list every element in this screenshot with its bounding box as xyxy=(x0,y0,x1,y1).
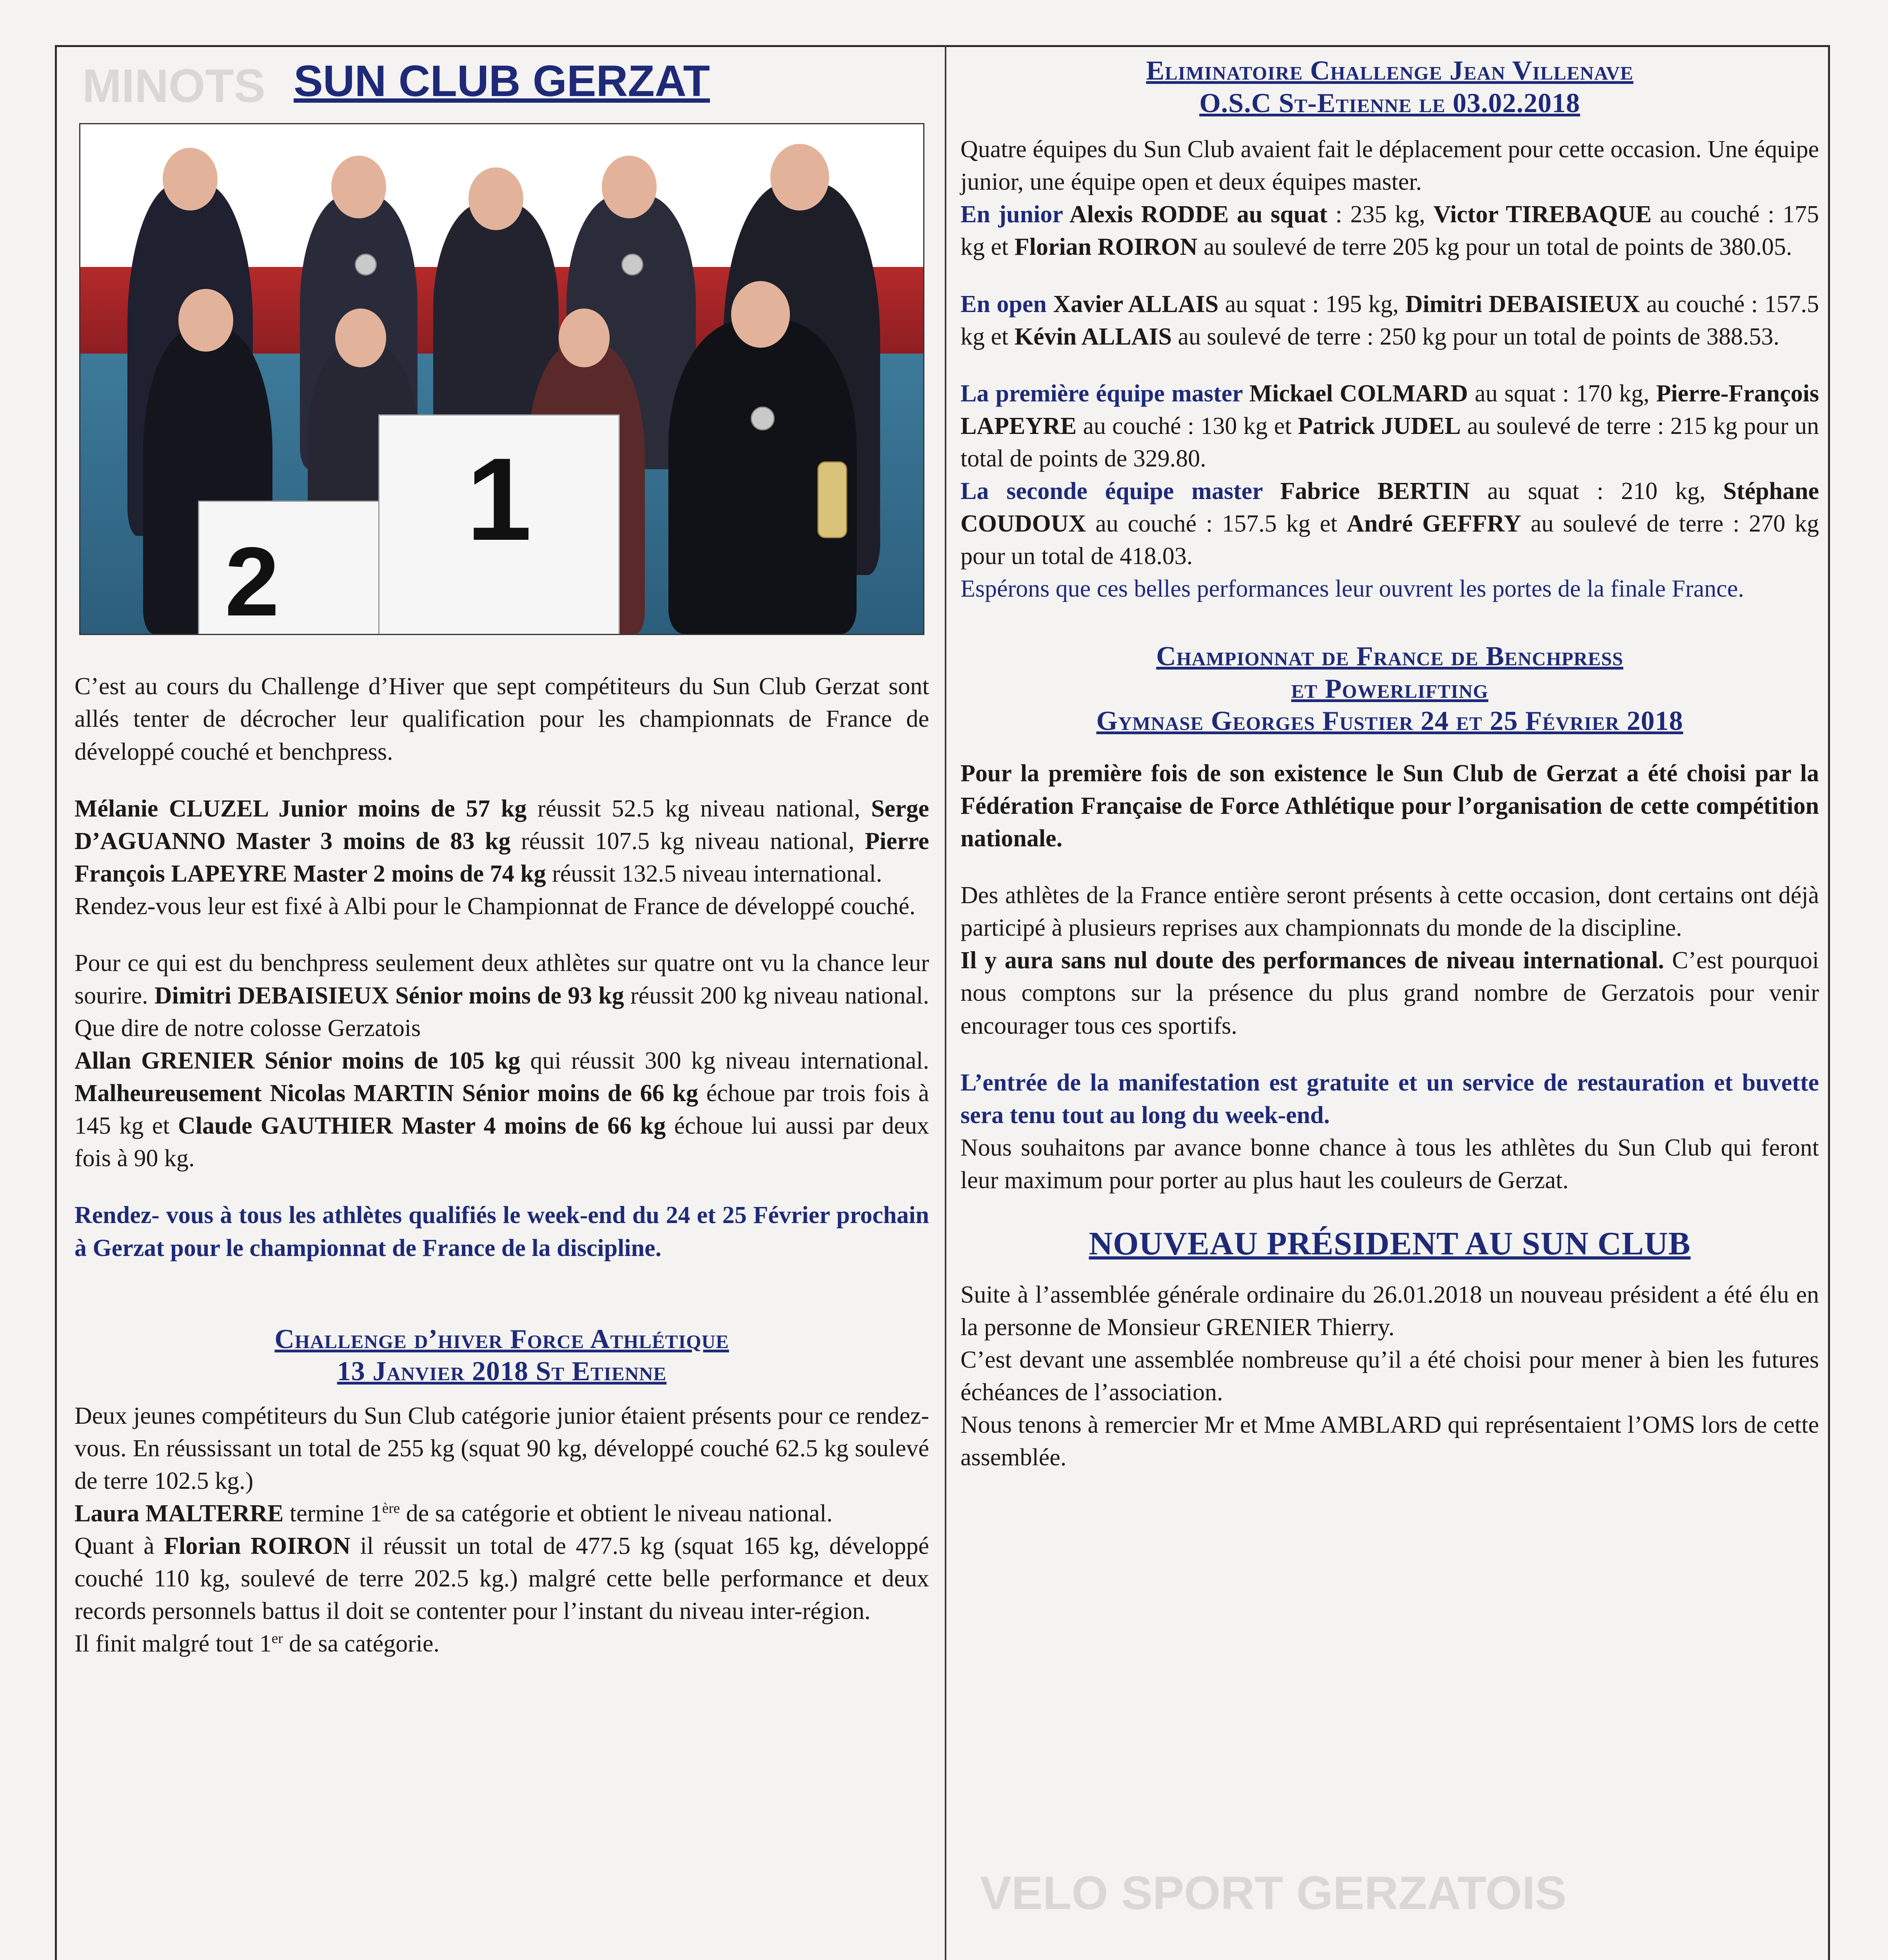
rendezvous-paragraph: Rendez- vous à tous les athlètes qualifiés le week-end du 24 et 25 Février prochain à Gerzat pour le championnat de France de la discipline. xyxy=(74,1202,929,1261)
section-subtitle-championnat: Gymnase Georges Fustier 24 et 25 Février 2018 xyxy=(1096,706,1683,737)
open-team-paragraph: En open Xavier ALLAIS au squat : 195 kg, Dimitri DEBAISIEUX au couché : 157.5 kg et Kévin ALLAIS au soulevé de terre : 250 kg pour un total de points de 388.53. xyxy=(960,290,1819,350)
entry-free-paragraph: L’entrée de la manifestation est gratuite et un service de restauration et buvette sera tenu tout au long du week-end. xyxy=(960,1069,1819,1129)
athletes-paragraph: Des athlètes de la France entière seront présents à cette occasion, dont certains ont déjà participé à plusieurs reprises aux championnats du monde de la discipline. xyxy=(960,882,1819,942)
malterre-paragraph: Laura MALTERRE termine 1ère de sa catégorie et obtient le niveau national. xyxy=(74,1500,833,1527)
finale-hope-paragraph: Espérons que ces belles performances leur ouvrent les portes de la finale France. xyxy=(960,575,1744,603)
person-head xyxy=(731,281,790,348)
performances-paragraph: Il y aura sans nul doute des performances de niveau international. C’est pourquoi nous comptons sur la présence du plus grand nombre de Gerzatois pour venir encourager tous ces sportifs. xyxy=(960,947,1819,1039)
show-through-text: MINOTS xyxy=(82,60,265,112)
page-title: SUN CLUB GERZAT xyxy=(294,56,710,105)
person-head xyxy=(178,289,233,352)
roiron-paragraph: Quant à Florian ROIRON il réussit un total de 477.5 kg (squat 165 kg, développé couché 110 kg, soulevé de terre 202.5 kg.) malgré cette belle performance et deux records personnels battus il doit se contenter pour l’instant du niveau inter-région. xyxy=(74,1533,929,1625)
show-through-text: VELO SPORT GERZATOIS xyxy=(980,1867,1567,1919)
qualified-bench-paragraph: Mélanie CLUZEL Junior moins de 57 kg réussit 52.5 kg niveau national, Serge D’AGUANNO Master 3 moins de 83 kg réussit 107.5 kg niveau national, Pierre François LAPEYRE Master 2 moins de 74 kg réussit 132.5 niveau international. xyxy=(74,795,929,887)
person-head xyxy=(770,144,829,211)
first-master-team-paragraph: La première équipe master Mickael COLMARD au squat : 170 kg, Pierre-François LAPEYRE au couché : 130 kg et Patrick JUDEL au soulevé de terre : 215 kg pour un total de points de 329.80. xyxy=(960,380,1819,472)
assembly-paragraph: C’est devant une assemblée nombreuse qu’il a été choisi pour mener à bien les futures échéances de l’association. xyxy=(960,1347,1819,1406)
section-title-championnat-2: et Powerlifting xyxy=(1291,673,1489,704)
person-head xyxy=(163,148,218,211)
medal xyxy=(621,254,643,276)
person-head xyxy=(602,156,657,218)
president-paragraph: Suite à l’assemblée générale ordinaire du 26.01.2018 un nouveau président a été élu en la personne de Monsieur GRENIER Thierry. xyxy=(960,1281,1819,1341)
left-column xyxy=(74,55,929,1660)
person-head xyxy=(559,309,610,367)
team-podium-photo xyxy=(79,123,924,635)
section-title-championnat: Championnat de France de Benchpress xyxy=(1156,641,1623,672)
organisation-paragraph: Pour la première fois de son existence le Sun Club de Gerzat a été choisi par la Fédération Française de Force Athlétique pour l’organisation de cette compétition nationale. xyxy=(960,760,1819,852)
person-head xyxy=(331,156,386,218)
podium-first: 1 xyxy=(378,414,620,635)
benchpress-paragraph: Pour ce qui est du benchpress seulement deux athlètes sur quatre ont vu la chance leur sourire. Dimitri DEBAISIEUX Sénior moins de 93 kg réussit 200 kg niveau national. Que dire de notre colosse Gerzatois xyxy=(74,949,929,1042)
albi-paragraph: Rendez-vous leur est fixé à Albi pour le Championnat de France de développé couché. xyxy=(74,893,916,920)
thanks-paragraph: Nous tenons à remercier Mr et Mme AMBLARD qui représentaient l’OMS lors de cette assemblée. xyxy=(960,1412,1819,1471)
section-title-villenave: Eliminatoire Challenge Jean Villenave xyxy=(1146,56,1634,86)
section-subtitle-challenge-hiver: 13 Janvier 2018 St Etienne xyxy=(337,1356,667,1387)
person-head xyxy=(335,309,386,367)
second-master-team-paragraph: La seconde équipe master Fabrice BERTIN au squat : 210 kg, Stéphane COUDOUX au couché : 157.5 kg et André GEFFRY au soulevé de terre : 270 kg pour un total de 418.03. xyxy=(960,477,1819,570)
trophy-cup xyxy=(817,461,847,538)
junior-team-paragraph: En junior Alexis RODDE au squat : 235 kg, Victor TIREBAQUE au couché : 175 kg et Florian ROIRON au soulevé de terre 205 kg pour un total de points de 380.05. xyxy=(960,201,1819,261)
good-luck-paragraph: Nous souhaitons par avance bonne chance à tous les athlètes du Sun Club qui feront leur maximum pour porter au plus haut les couleurs de Gerzat. xyxy=(960,1134,1819,1194)
benchpress-results-paragraph: Allan GRENIER Sénior moins de 105 kg qui réussit 300 kg niveau international. Malheureusement Nicolas MARTIN Sénior moins de 66 kg échoue par trois fois à 145 kg et Claude GAUTHIER Master 4 moins de 66 kg échoue lui aussi par deux fois à 90 kg. xyxy=(74,1047,929,1172)
section-title-president: NOUVEAU PRÉSIDENT AU SUN CLUB xyxy=(1089,1225,1691,1262)
roiron-final-paragraph: Il finit malgré tout 1er de sa catégorie. xyxy=(74,1630,440,1657)
challenge-hiver-paragraph: Deux jeunes compétiteurs du Sun Club catégorie junior étaient présents pour ce rendez-vous. En réussissant un total de 255 kg (squat 90 kg, développé couché 62.5 kg soulevé de terre 102.5 kg.) xyxy=(74,1402,929,1494)
column-divider xyxy=(945,45,946,1960)
section-subtitle-villenave: O.S.C St-Etienne le 03.02.2018 xyxy=(1199,88,1580,118)
podium-second: 2 xyxy=(198,501,385,635)
villenave-intro-paragraph: Quatre équipes du Sun Club avaient fait le déplacement pour cette occasion. Une équipe junior, une équipe open et deux équipes master. xyxy=(960,136,1819,196)
right-column xyxy=(960,55,1819,1474)
medal xyxy=(355,254,377,276)
person-head xyxy=(468,167,523,230)
medal xyxy=(751,407,775,430)
intro-paragraph: C’est au cours du Challenge d’Hiver que sept compétiteurs du Sun Club Gerzat sont allés tenter de décrocher leur qualification pour les championnats de France de développé couché et benchpress. xyxy=(74,673,929,765)
section-title-challenge-hiver: Challenge d’hiver Force Athlétique xyxy=(274,1324,729,1354)
